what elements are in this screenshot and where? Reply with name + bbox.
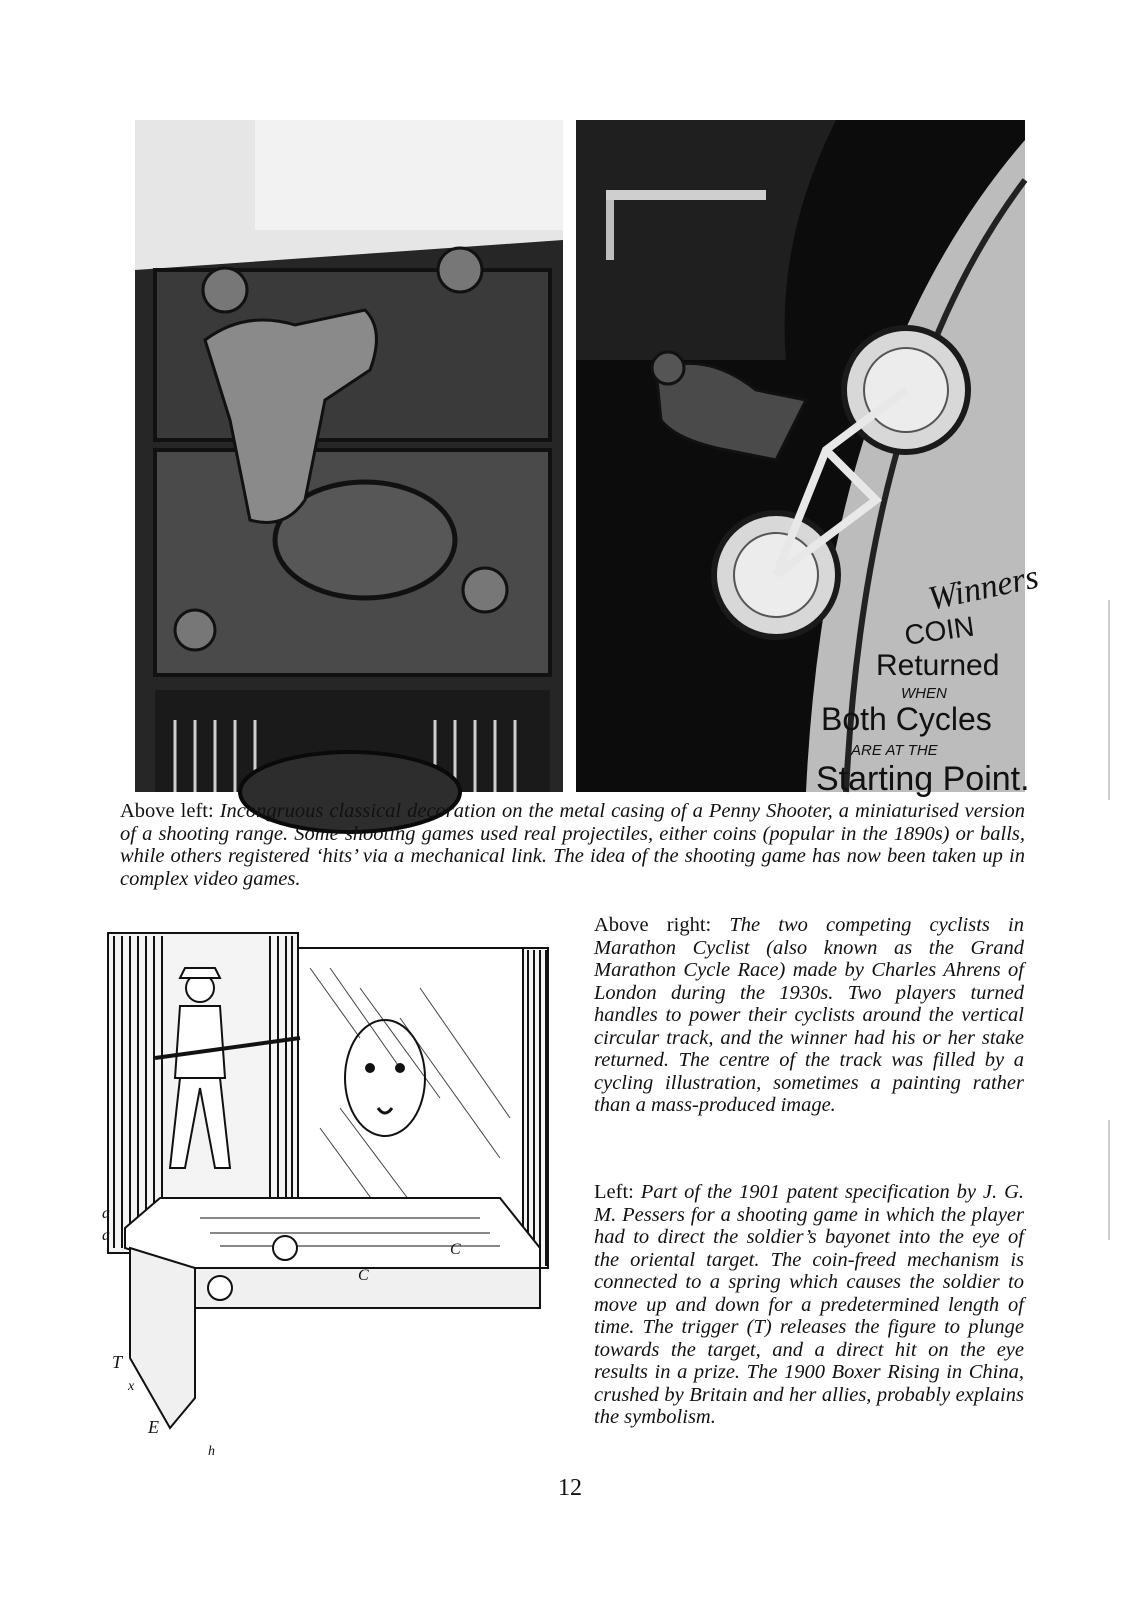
label-a-lower: a (102, 1227, 110, 1244)
marathon-cyclist-photo (576, 120, 1042, 798)
label-T: T (112, 1352, 123, 1372)
caption-above-left-body: Incongruous classical decoration on the metal casing of a Penny Shooter, a miniaturised version of a shooting range. Some shooting games used real projectiles, either coins (popular in the 1890s) or balls, while others registered ‘hits’ via a mechanical link. The idea of the shooting game has now been taken up in complex video games. (120, 800, 1025, 890)
scan-edge-mark-lower (1108, 1120, 1110, 1240)
sign-both-cycles: Both Cycles (821, 701, 992, 737)
caption-above-right (594, 914, 1024, 1117)
scan-edge-mark-upper (1108, 600, 1110, 800)
sign-returned: Returned (876, 649, 1000, 682)
patent-drawing (100, 928, 552, 1463)
label-a-upper: a (102, 1205, 110, 1222)
caption-above-right-body: The two competing cyclists in Marathon Cyclist (also known as the Grand Marathon Cycle Race) made by Charles Ahrens of London during the 1930s. Two players turned handles to power their cyclists around the vertical circular track, and the winner had his or her stake returned. The centre of the track was filled by a cycling illustration, sometimes a painting rather than a mass-produced image. (594, 914, 1024, 1116)
page-number: 12 (558, 1475, 582, 1501)
caption-above-left (120, 800, 1025, 890)
caption-above-left-lead: Above left: (120, 800, 220, 822)
caption-above-right-lead: Above right: (594, 914, 730, 936)
label-x: x (128, 1379, 135, 1394)
sign-when: WHEN (901, 685, 947, 702)
label-E: E (148, 1417, 159, 1437)
sign-starting-point: Starting Point. (816, 760, 1030, 798)
label-h: h (208, 1444, 215, 1459)
penny-shooter-photo (135, 120, 563, 792)
label-C-right: C (450, 1241, 461, 1258)
sign-are-at-the: ARE AT THE (851, 742, 938, 759)
label-C-middle: C (358, 1267, 369, 1284)
caption-left-body: Part of the 1901 patent specification by J. G. M. Pessers for a shooting game in which the player had to direct the soldier’s bayonet into the eye of the oriental target. The coin-freed mechanism is connected to a spring which causes the soldier to move up and down for a predetermined length of time. The trigger (T) releases the figure to plunge towards the target, and a direct hit on the eye results in a prize. The 1900 Boxer Rising in China, crushed by Britain and her allies, probably explains the symbolism. (594, 1181, 1025, 1428)
sign-winners: Winners (924, 558, 1042, 618)
caption-left (594, 1181, 1024, 1429)
sign-coin: COIN (902, 610, 977, 651)
caption-left-lead: Left: (594, 1181, 641, 1203)
